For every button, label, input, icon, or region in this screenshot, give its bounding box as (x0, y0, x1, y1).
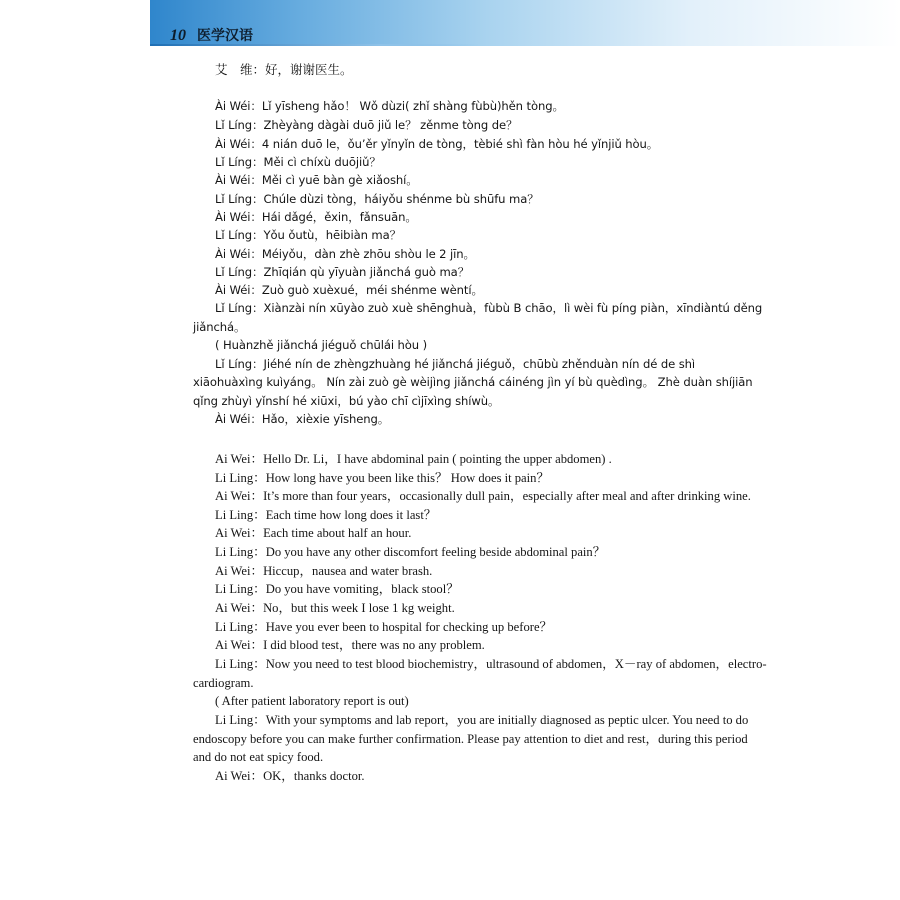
english-dialogue-line: ( After patient laboratory report is out) (215, 694, 409, 708)
english-dialogue-line: Li Ling：How long have you been like this？ How does it pain？ (215, 471, 550, 485)
english-dialogue-line: endoscopy before you can make further confirmation. Please pay attention to diet and rest，during this period (193, 732, 748, 746)
pinyin-dialogue-line: qǐng zhùyì yǐnshí hé xiūxi，bú yào chī cìjīxìng shíwù。 (193, 394, 500, 408)
english-dialogue-line: Li Ling：With your symptoms and lab report，you are initially diagnosed as peptic ulcer. You need to do (215, 713, 749, 727)
page-number: 10 (170, 27, 186, 44)
pinyin-dialogue-line: Ài Wéi：Zuò guò xuèxué，méi shénme wèntí。 (215, 283, 483, 297)
english-dialogue-line: Ai Wei：OK，thanks doctor. (215, 769, 365, 783)
header-band (150, 0, 900, 46)
pinyin-dialogue-line: Ài Wéi：4 nián duō le，ǒu’ěr yǐnyǐn de tòng，tèbié shì fàn hòu hé yǐnjiǔ hòu。 (215, 137, 659, 151)
english-dialogue-line: Ai Wei：Hiccup，nausea and water brash. (215, 564, 433, 578)
pinyin-dialogue-line: Ài Wéi：Hái dǎgé，ěxin，fǎnsuān。 (215, 210, 417, 224)
pinyin-dialogue-line: Lǐ Líng：Zhīqián qù yīyuàn jiǎnchá guò ma？ (215, 265, 470, 279)
book-title: 医学汉语 (197, 28, 253, 44)
pinyin-dialogue-line: Lǐ Líng：Chúle dùzi tòng，háiyǒu shénme bù shūfu ma？ (215, 192, 539, 206)
english-dialogue-line: Li Ling：Have you ever been to hospital for checking up before？ (215, 620, 553, 634)
pinyin-dialogue-line: ( Huànzhě jiǎnchá jiéguǒ chūlái hòu ) (215, 338, 428, 352)
english-dialogue-line: Li Ling：Do you have any other discomfort feeling beside abdominal pain？ (215, 545, 606, 559)
english-dialogue-line: Li Ling：Each time how long does it last？ (215, 508, 437, 522)
pinyin-dialogue-line: xiāohuàxìng kuìyáng。 Nín zài zuò gè wèijìng jiǎnchá cáinéng jìn yí bù quèdìng。 Zhè duàn shíjiān (193, 375, 753, 389)
pinyin-dialogue-line: Lǐ Líng：Jiéhé nín de zhèngzhuàng hé jiǎnchá jiéguǒ，chūbù zhěnduàn nín dé de shì (215, 357, 696, 371)
pinyin-dialogue-line: Ài Wéi：Lǐ yīsheng hǎo！ Wǒ dùzi( zhǐ shàng fùbù)hěn tòng。 (215, 99, 564, 113)
pinyin-dialogue-line: Lǐ Líng：Zhèyàng dàgài duō jiǔ le？ zěnme tòng de？ (215, 118, 518, 132)
pinyin-dialogue-line: Lǐ Líng：Yǒu ǒutù，hēibiàn ma？ (215, 228, 402, 242)
pinyin-dialogue-line: Ài Wéi：Hǎo，xièxie yīsheng。 (215, 412, 390, 426)
english-dialogue-line: Li Ling：Now you need to test blood biochemistry，ultrasound of abdomen，X－ray of abdomen，electro- (215, 657, 767, 671)
english-dialogue-line: Ai Wei：It’s more than four years，occasionally dull pain，especially after meal and after drinking wine. (215, 489, 751, 503)
english-dialogue-line: cardiogram. (193, 676, 254, 690)
chinese-dialogue-line: 艾 维：好，谢谢医生。 (215, 62, 353, 77)
pinyin-dialogue-line: jiǎnchá。 (193, 320, 246, 334)
pinyin-dialogue-line: Ài Wéi：Méiyǒu，dàn zhè zhōu shòu le 2 jīn。 (215, 247, 476, 261)
pinyin-dialogue-line: Lǐ Líng：Měi cì chíxù duōjiǔ？ (215, 155, 381, 169)
english-dialogue-line: Ai Wei：No，but this week I lose 1 kg weight. (215, 601, 455, 615)
pinyin-dialogue-line: Ài Wéi：Měi cì yuē bàn gè xiǎoshí。 (215, 173, 418, 187)
english-dialogue-line: Li Ling：Do you have vomiting，black stool？ (215, 582, 459, 596)
pinyin-dialogue-line: Lǐ Líng：Xiànzài nín xūyào zuò xuè shēnghuà，fùbù B chāo，lì wèi fù píng piàn，xīndiàntú děng (215, 301, 763, 315)
english-dialogue-line: Ai Wei：Hello Dr. Li，I have abdominal pain ( pointing the upper abdomen) . (215, 452, 612, 466)
english-dialogue-line: and do not eat spicy food. (193, 750, 324, 764)
english-dialogue-line: Ai Wei：I did blood test，there was no any problem. (215, 638, 485, 652)
english-dialogue-line: Ai Wei：Each time about half an hour. (215, 526, 412, 540)
